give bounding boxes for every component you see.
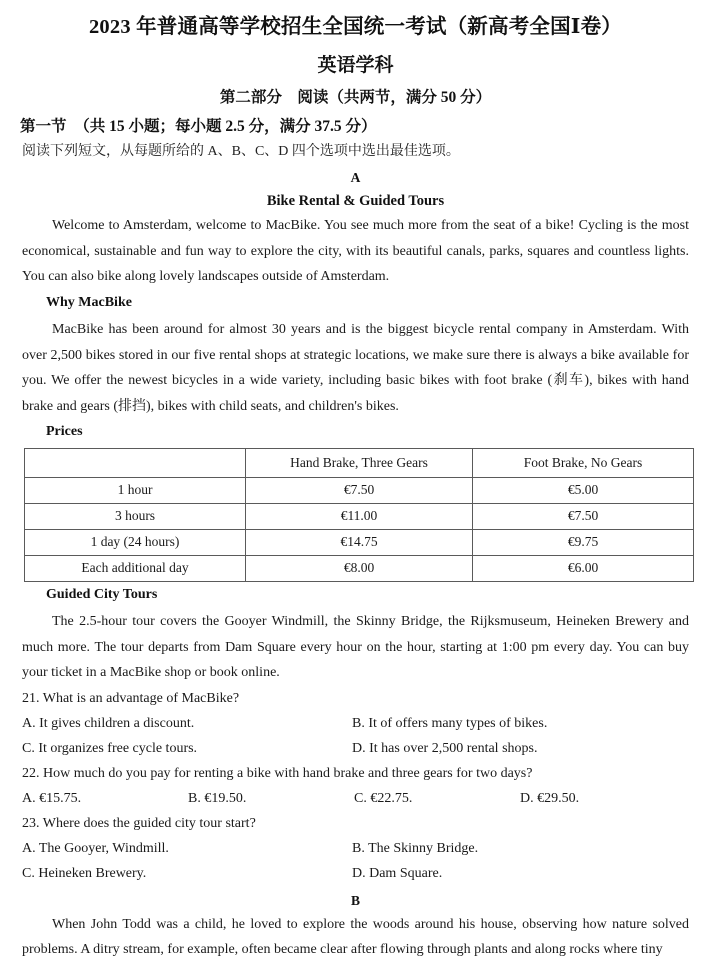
table-row [25, 503, 694, 529]
question-21-option-a[interactable]: A. It gives children a discount. [22, 715, 195, 731]
question-21-option-c[interactable]: C. It organizes free cycle tours. [22, 740, 198, 756]
passage-a-letter: A [350, 170, 361, 185]
question-23-option-a[interactable]: A. The Gooyer, Windmill. [22, 840, 169, 856]
question-21-options-row-2 [0, 736, 711, 761]
question-21-stem: 21. What is an advantage of MacBike? [22, 690, 240, 706]
passage-b-letter: B [350, 892, 360, 908]
question-22-option-d[interactable]: D. €29.50. [520, 790, 580, 806]
section-instruction: 阅读下列短文，从每题所给的 A、B、C、D 四个选项中选出最佳选项。 [22, 144, 460, 159]
table-cell-price-foot-brake: €5.00 [473, 477, 694, 503]
table-cell-price-hand-brake: €14.75 [246, 529, 473, 555]
part-heading: 第二部分 阅读（共两节，满分 50 分） [219, 89, 492, 106]
question-22-option-a[interactable]: A. €15.75. [22, 790, 82, 806]
question-22-stem: 22. How much do you pay for renting a bike with hand brake and three gears for two days? [22, 765, 533, 781]
prices-table [24, 448, 694, 582]
table-header-cell-foot-brake: Foot Brake, No Gears [473, 448, 694, 477]
question-21-option-d[interactable]: D. It has over 2,500 rental shops. [352, 740, 538, 756]
question-22-option-c[interactable]: C. €22.75. [354, 790, 413, 806]
question-22-options-row [0, 786, 711, 811]
question-23-options-row-2 [0, 861, 711, 886]
guided-city-tours-paragraph: The 2.5-hour tour covers the Gooyer Windmill, the Skinny Bridge, the Rijksmuseum, Heineken Brewery and much more. The tour departs from Dam Square every hour on the hour, starting at 1:00 pm every day. You can buy your ticket in a MacBike shop or book online. [22, 614, 689, 680]
exam-paper-page [0, 12, 711, 972]
question-23-option-d[interactable]: D. Dam Square. [352, 865, 443, 881]
table-cell-price-foot-brake: €9.75 [473, 529, 694, 555]
prices-heading: Prices [46, 424, 83, 439]
question-23-option-c[interactable]: C. Heineken Brewery. [22, 865, 147, 881]
passage-b-intro-paragraph: When John Todd was a child, he loved to explore the woods around his house, observing how nature solved problems. A ditry stream, for example, often became clear after flowing through plants and along rocks where tiny [22, 916, 689, 957]
question-23-option-b[interactable]: B. The Skinny Bridge. [352, 840, 479, 856]
passage-a-title: Bike Rental & Guided Tours [266, 193, 445, 209]
table-header-cell-hand-brake: Hand Brake, Three Gears [246, 448, 473, 477]
table-row [25, 555, 694, 581]
table-cell-duration: 1 hour [25, 477, 246, 503]
subject-title: 英语学科 [317, 55, 394, 76]
page-title: 2023 年普通高等学校招生全国统一考试（新高考全国Ⅰ卷） [88, 16, 622, 38]
table-cell-price-hand-brake: €7.50 [246, 477, 473, 503]
table-header-row [25, 448, 694, 477]
table-cell-price-foot-brake: €6.00 [473, 555, 694, 581]
section-heading: 第一节 （共 15 小题；每小题 2.5 分，满分 37.5 分） [20, 118, 377, 135]
table-cell-price-hand-brake: €8.00 [246, 555, 473, 581]
table-cell-price-foot-brake: €7.50 [473, 503, 694, 529]
table-cell-price-hand-brake: €11.00 [246, 503, 473, 529]
table-cell-duration: Each additional day [25, 555, 246, 581]
passage-a-intro-paragraph: Welcome to Amsterdam, welcome to MacBike. You see much more from the seat of a bike! Cycling is the most economical, sustainable and fun way to explore the city, with its beautiful canals, parks, squares and countless lights. You can also bike along lovely landscapes outside of Amsterdam. [22, 218, 689, 284]
question-21-option-b[interactable]: B. It of offers many types of bikes. [352, 715, 548, 731]
table-header-cell-blank [25, 448, 246, 477]
question-22-option-b[interactable]: B. €19.50. [188, 790, 247, 806]
table-cell-duration: 1 day (24 hours) [25, 529, 246, 555]
table-row [25, 529, 694, 555]
table-row [25, 477, 694, 503]
question-21-options-row-1 [0, 711, 711, 736]
question-23-stem: 23. Where does the guided city tour start? [22, 815, 256, 831]
guided-city-tours-heading: Guided City Tours [46, 586, 158, 602]
why-macbike-paragraph: MacBike has been around for almost 30 years and is the biggest bicycle rental company in Amsterdam. With over 2,500 bikes stored in our five rental shops at strategic locations, we make sure there is always a bike available for you. We offer the newest bicycles in a wide variety, including basic bikes with foot brake (刹车), bikes with hand brake and gears (排挡), bikes with child seats, and children's bikes. [22, 322, 689, 414]
table-cell-duration: 3 hours [25, 503, 246, 529]
why-macbike-heading: Why MacBike [46, 294, 132, 310]
question-23-options-row-1 [0, 836, 711, 861]
